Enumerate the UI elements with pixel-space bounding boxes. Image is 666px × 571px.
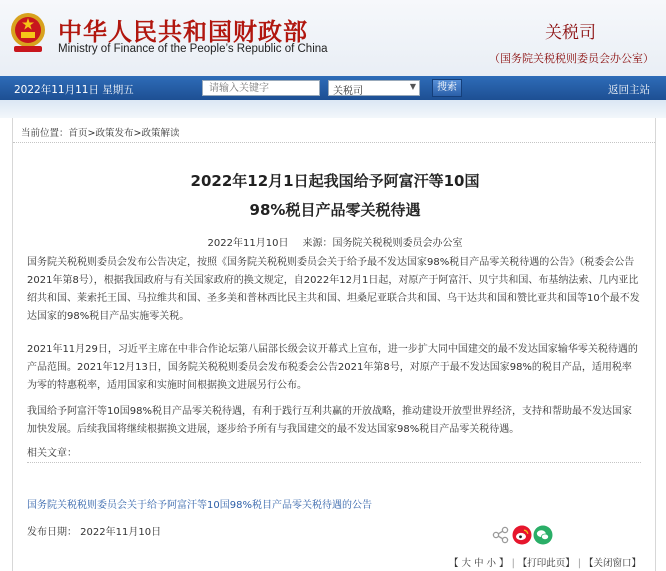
department-name: 关税司 (545, 23, 596, 43)
article-paragraph: 2021年11月29日，习近平主席在中非合作论坛第八届部长级会议开幕式上宣布，进一步扩大同中国建交的最不发达国家输华零关税待遇的产品范围。2021年12月13日，国务院关税税则委员会发布税委会公告2021年第8号，对原产于最不发达国家98%的税目产品，适用税率为零的特惠税率，适用国家和实施时间根据换文进展另行公布。 (27, 344, 638, 391)
search-button[interactable]: 搜索 (432, 79, 462, 97)
page-tools: 【 大 中 小 】 | 【打印此页】 | 【关闭窗口】 (448, 558, 641, 569)
top-nav-bar (0, 76, 666, 100)
breadcrumb-item-policy[interactable]: 政策发布 (95, 128, 134, 139)
article-title-line1: 2022年12月1日起我国给予阿富汗等10国 (190, 172, 480, 190)
divider (27, 462, 641, 463)
department-subtitle: （国务院关税税则委员会办公室） (489, 52, 654, 65)
breadcrumb-item-interpretation[interactable]: 政策解读 (141, 128, 180, 139)
print-button[interactable]: 【打印此页】 (517, 558, 575, 569)
article-paragraph: 国务院关税税则委员会发布公告决定，按照《国务院关税税则委员会关于给予最不发达国家98%税目产品零关税待遇的公告》（税委会公告2021年第8号），根据我国政府与有关国家政府的换文规定，自2022年12月1日起，对原产于阿富汗、贝宁共和国、布基纳法索、几内亚比绍共和国、莱索托王国、马拉维共和国、圣多美和普林西比民主共和国、坦桑尼亚联合共和国、乌干达共和国和赞比亚共和国等10个最不发达国家的98%税目产品实施零关税。 (27, 257, 640, 322)
chevron-down-icon: ▼ (409, 82, 416, 91)
search-scope-value: 关税司 (333, 86, 363, 97)
search-input[interactable] (202, 80, 320, 96)
site-title-english: Ministry of Finance of the People’s Republic of China (58, 43, 328, 55)
breadcrumb-item-home[interactable]: 首页 (68, 128, 88, 139)
related-article-link[interactable]: 国务院关税税则委员会关于给予阿富汗等10国98%税目产品零关税待遇的公告 (27, 500, 372, 511)
wechat-icon[interactable] (533, 525, 553, 545)
article-paragraph: 我国给予阿富汗等10国98%税目产品零关税待遇，有利于践行互利共赢的开放战略，推动建设开放型世界经济，支持和帮助最不发达国家加快发展。后续我国将继续根据换文进展，逐步给予所有与我国建交的最不发达国家98%税目产品零关税待遇。 (27, 406, 632, 435)
breadcrumb-separator: > (87, 128, 96, 139)
return-home-link[interactable]: 返回主站 (608, 84, 650, 96)
national-emblem-icon (8, 8, 48, 56)
divider (13, 142, 655, 143)
site-header (0, 0, 666, 76)
publish-date: 发布日期： 2022年11月10日 (27, 527, 162, 538)
current-date: 2022年11月11日 星期五 (14, 84, 134, 96)
breadcrumb-prefix: 当前位置： (21, 128, 69, 139)
decorative-stripe (0, 100, 666, 118)
search-scope-select[interactable] (328, 80, 420, 96)
breadcrumb (21, 125, 180, 139)
article-date: 2022年11月10日 (207, 238, 289, 249)
breadcrumb-separator: > (133, 128, 142, 139)
article-title-line2: 98%税目产品零关税待遇 (249, 201, 421, 219)
related-articles-label: 相关文章： (27, 448, 77, 459)
article-panel (12, 118, 656, 571)
weibo-icon[interactable] (512, 525, 532, 545)
close-window-button[interactable]: 【关闭窗口】 (583, 558, 641, 569)
article-source: 来源：国务院关税税则委员会办公室 (302, 238, 463, 249)
font-size-toggle[interactable]: 【 大 中 小 】 (448, 558, 509, 569)
article-meta (13, 234, 657, 249)
share-icon[interactable] (491, 525, 511, 545)
site-title[interactable]: 中华人民共和国财政部 (58, 17, 308, 46)
